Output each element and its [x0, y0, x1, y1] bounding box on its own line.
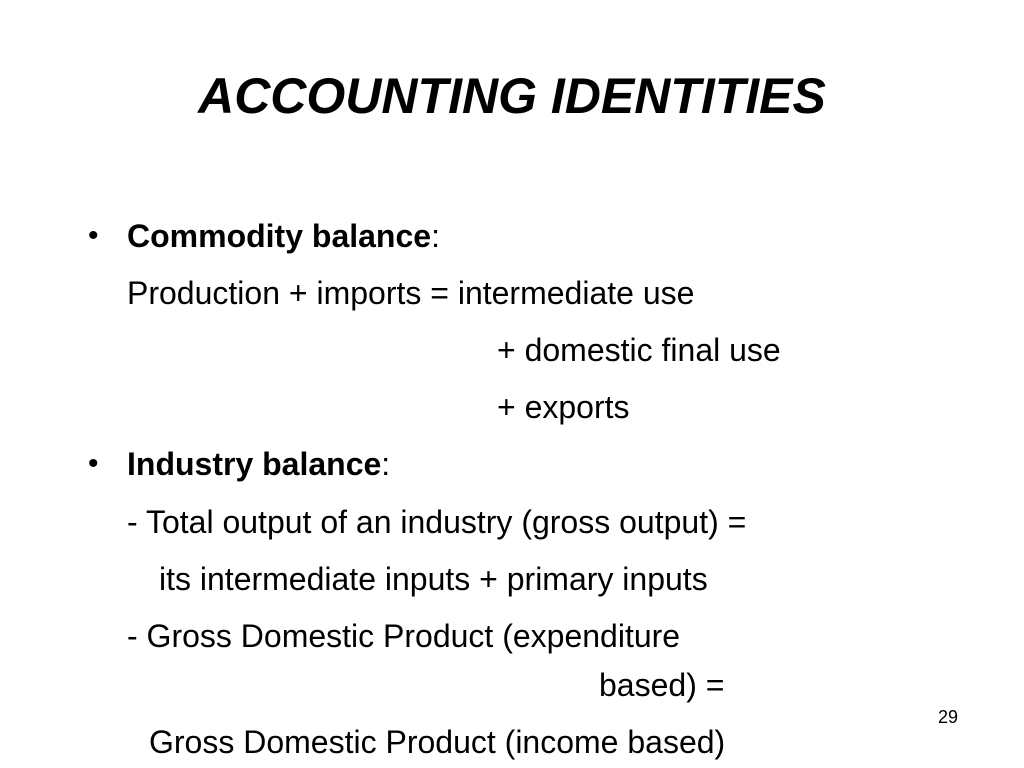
industry-balance-line-2: its intermediate inputs + primary inputs — [159, 561, 708, 597]
commodity-balance-line-2: + domestic final use — [497, 332, 781, 368]
commodity-balance-line-1: Production + imports = intermediate use — [127, 275, 695, 311]
bullet-marker-commodity: • — [88, 219, 99, 252]
industry-balance-heading-line — [127, 444, 390, 484]
slide-number: 29 — [938, 707, 959, 727]
industry-balance-line-1: - Total output of an industry (gross output) = — [127, 504, 747, 540]
slide-title: ACCOUNTING IDENTITIES — [198, 68, 826, 124]
industry-balance-line-5: Gross Domestic Product (income based) — [149, 724, 726, 760]
industry-balance-line-4: based) = — [599, 667, 725, 703]
commodity-balance-line-3: + exports — [497, 389, 630, 425]
commodity-balance-colon: : — [431, 218, 440, 254]
commodity-balance-heading: Commodity balance — [127, 218, 432, 254]
industry-balance-heading: Industry balance — [127, 446, 382, 482]
industry-balance-line-3: - Gross Domestic Product (expenditure — [127, 618, 681, 654]
commodity-balance-heading-line — [127, 216, 440, 256]
bullet-marker-industry: • — [88, 447, 99, 480]
industry-balance-colon: : — [381, 446, 391, 482]
